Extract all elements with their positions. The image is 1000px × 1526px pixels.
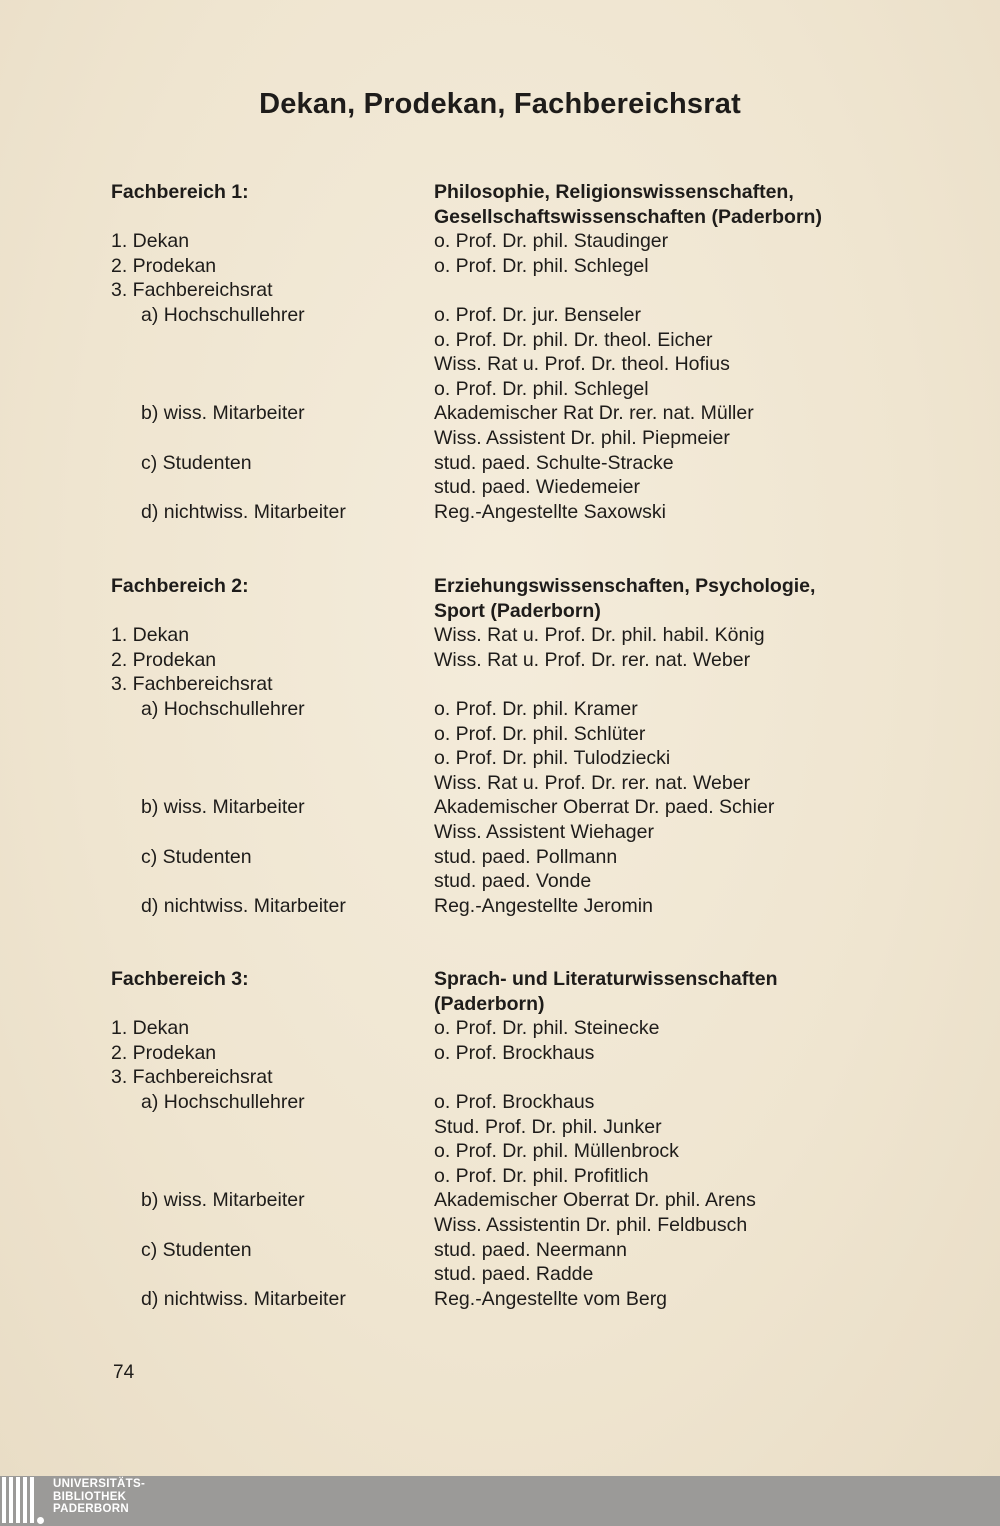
- hochschullehrer-row-value: o. Prof. Dr. phil. Dr. theol. Eicher: [434, 328, 713, 351]
- hochschullehrer-row: [0, 303, 1000, 328]
- nichtwiss-row: [0, 500, 1000, 525]
- studenten-row-value: stud. paed. Wiedemeier: [434, 476, 640, 499]
- mitarbeiter-row-value: Wiss. Assistent Dr. phil. Piepmeier: [434, 427, 730, 449]
- studenten-row-value: stud. paed. Neermann: [434, 1238, 627, 1261]
- studenten-row-label: c) Studenten: [141, 451, 252, 474]
- mitarbeiter-row-label: b) wiss. Mitarbeiter: [141, 796, 305, 819]
- library-name-line1: UNIVERSITÄTS-: [53, 1478, 146, 1490]
- page-title: Dekan, Prodekan, Fachbereichsrat: [259, 88, 741, 120]
- studenten-row: [0, 475, 1000, 500]
- prodekan-row-label: 2. Prodekan: [111, 1041, 217, 1064]
- fachbereichsrat-row-label: 3. Fachbereichsrat: [111, 673, 273, 696]
- dekan-row-value: o. Prof. Dr. phil. Steinecke: [434, 1017, 660, 1040]
- dekan-row-label: 1. Dekan: [111, 624, 190, 647]
- hochschullehrer-row: [0, 1115, 1000, 1140]
- hochschullehrer-row: [0, 352, 1000, 377]
- hochschullehrer-row: [0, 377, 1000, 402]
- section-heading-value: Sprach- und Literaturwissenschaften: [434, 968, 778, 990]
- dekan-row-value: Wiss. Rat u. Prof. Dr. phil. habil. König: [434, 624, 765, 647]
- section-heading-label: Fachbereich 1:: [111, 181, 249, 203]
- section-subject-continued: [0, 205, 1000, 230]
- hochschullehrer-row-value: o. Prof. Dr. phil. Schlegel: [434, 377, 649, 400]
- fachbereichsrat-row-label: 3. Fachbereichsrat: [111, 1066, 273, 1089]
- studenten-row-value: stud. paed. Schulte-Stracke: [434, 451, 674, 474]
- hochschullehrer-row-value: Stud. Prof. Dr. phil. Junker: [434, 1115, 662, 1138]
- nichtwiss-row-label: d) nichtwiss. Mitarbeiter: [141, 500, 346, 523]
- prodekan-row: [0, 648, 1000, 673]
- hochschullehrer-row-value: o. Prof. Dr. phil. Kramer: [434, 698, 638, 720]
- dekan-row-label: 1. Dekan: [111, 1017, 190, 1040]
- prodekan-row-label: 2. Prodekan: [111, 254, 217, 277]
- hochschullehrer-row: [0, 1164, 1000, 1189]
- section-subject-continued: [0, 599, 1000, 624]
- studenten-row: [0, 1238, 1000, 1263]
- studenten-row: [0, 869, 1000, 894]
- prodekan-row: [0, 1041, 1000, 1066]
- mitarbeiter-row: [0, 401, 1000, 426]
- prodekan-row: [0, 254, 1000, 279]
- nichtwiss-row: [0, 894, 1000, 919]
- section-heading: [0, 967, 1000, 992]
- prodekan-row-value: Wiss. Rat u. Prof. Dr. rer. nat. Weber: [434, 648, 751, 671]
- dekan-row: [0, 229, 1000, 254]
- library-footer-bar: [0, 1476, 1000, 1526]
- mitarbeiter-row-value: Wiss. Assistentin Dr. phil. Feldbusch: [434, 1214, 748, 1236]
- mitarbeiter-row-value: Akademischer Oberrat Dr. phil. Arens: [434, 1189, 756, 1212]
- dekan-row: [0, 623, 1000, 648]
- dekan-row-value: o. Prof. Dr. phil. Staudinger: [434, 230, 669, 253]
- hochschullehrer-row-value: o. Prof. Dr. phil. Schlüter: [434, 722, 646, 745]
- hochschullehrer-row-value: Wiss. Rat u. Prof. Dr. rer. nat. Weber: [434, 771, 751, 794]
- hochschullehrer-row: [0, 771, 1000, 796]
- studenten-row-value: stud. paed. Vonde: [434, 870, 592, 893]
- section-heading-label: Fachbereich 2:: [111, 575, 249, 597]
- mitarbeiter-row-value: Wiss. Assistent Wiehager: [434, 821, 654, 843]
- mitarbeiter-row: [0, 1188, 1000, 1213]
- dekan-row-label: 1. Dekan: [111, 230, 190, 253]
- hochschullehrer-row-label: a) Hochschullehrer: [141, 698, 305, 720]
- fachbereichsrat-row-label: 3. Fachbereichsrat: [111, 279, 273, 302]
- section-heading-value: Philosophie, Religionswissenschaften,: [434, 181, 794, 203]
- library-name-line3: PADERBORN: [53, 1503, 129, 1515]
- studenten-row: [0, 451, 1000, 476]
- studenten-row-value: stud. paed. Radde: [434, 1263, 594, 1286]
- hochschullehrer-row-value: o. Prof. Dr. phil. Profitlich: [434, 1164, 649, 1187]
- hochschullehrer-row: [0, 746, 1000, 771]
- section-subject-continued-value: Sport (Paderborn): [434, 599, 601, 622]
- nichtwiss-row: [0, 1287, 1000, 1312]
- page-number: 74: [113, 1362, 135, 1383]
- mitarbeiter-row: [0, 795, 1000, 820]
- mitarbeiter-row-value: Akademischer Rat Dr. rer. nat. Müller: [434, 402, 754, 425]
- nichtwiss-row-value: Reg.-Angestellte Saxowski: [434, 500, 666, 523]
- hochschullehrer-row-value: o. Prof. Dr. phil. Tulodziecki: [434, 747, 671, 770]
- hochschullehrer-row-value: Wiss. Rat u. Prof. Dr. theol. Hofius: [434, 353, 730, 376]
- section-heading: [0, 574, 1000, 599]
- hochschullehrer-row-label: a) Hochschullehrer: [141, 1091, 305, 1113]
- library-name-line2: BIBLIOTHEK: [53, 1490, 127, 1503]
- mitarbeiter-row-label: b) wiss. Mitarbeiter: [141, 402, 305, 425]
- mitarbeiter-row-label: b) wiss. Mitarbeiter: [141, 1189, 305, 1212]
- hochschullehrer-row-label: a) Hochschullehrer: [141, 304, 305, 326]
- hochschullehrer-row: [0, 328, 1000, 353]
- mitarbeiter-row-value: Akademischer Oberrat Dr. paed. Schier: [434, 796, 775, 819]
- dekan-row: [0, 1016, 1000, 1041]
- hochschullehrer-row: [0, 697, 1000, 722]
- mitarbeiter-row: [0, 1213, 1000, 1238]
- hochschullehrer-row-value: o. Prof. Brockhaus: [434, 1091, 595, 1113]
- section-heading-value: Erziehungswissenschaften, Psychologie,: [434, 575, 816, 597]
- section-subject-continued-value: Gesellschaftswissenschaften (Paderborn): [434, 205, 822, 228]
- nichtwiss-row-value: Reg.-Angestellte Jeromin: [434, 894, 653, 917]
- prodekan-row-label: 2. Prodekan: [111, 648, 217, 671]
- fachbereichsrat-row: [0, 672, 1000, 697]
- prodekan-row-value: o. Prof. Dr. phil. Schlegel: [434, 254, 649, 277]
- section-heading-label: Fachbereich 3:: [111, 968, 249, 990]
- nichtwiss-row-label: d) nichtwiss. Mitarbeiter: [141, 1287, 346, 1310]
- library-logo-icon: [2, 1477, 37, 1523]
- nichtwiss-row-value: Reg.-Angestellte vom Berg: [434, 1287, 668, 1310]
- section-subject-continued: [0, 992, 1000, 1017]
- hochschullehrer-row: [0, 1139, 1000, 1164]
- studenten-row: [0, 1262, 1000, 1287]
- section-subject-continued-value: (Paderborn): [434, 992, 545, 1015]
- studenten-row-label: c) Studenten: [141, 1238, 252, 1261]
- prodekan-row-value: o. Prof. Brockhaus: [434, 1041, 595, 1064]
- nichtwiss-row-label: d) nichtwiss. Mitarbeiter: [141, 894, 346, 917]
- hochschullehrer-row-value: o. Prof. Dr. phil. Müllenbrock: [434, 1140, 679, 1163]
- studenten-row-label: c) Studenten: [141, 845, 252, 868]
- logo-dot-icon: [37, 1517, 44, 1524]
- mitarbeiter-row: [0, 426, 1000, 451]
- hochschullehrer-row: [0, 1090, 1000, 1115]
- fachbereichsrat-row: [0, 278, 1000, 303]
- hochschullehrer-row: [0, 722, 1000, 747]
- library-name: [53, 1478, 145, 1516]
- studenten-row-value: stud. paed. Pollmann: [434, 845, 618, 868]
- mitarbeiter-row: [0, 820, 1000, 845]
- fachbereichsrat-row: [0, 1065, 1000, 1090]
- hochschullehrer-row-value: o. Prof. Dr. jur. Benseler: [434, 304, 642, 326]
- section-heading: [0, 180, 1000, 205]
- studenten-row: [0, 845, 1000, 870]
